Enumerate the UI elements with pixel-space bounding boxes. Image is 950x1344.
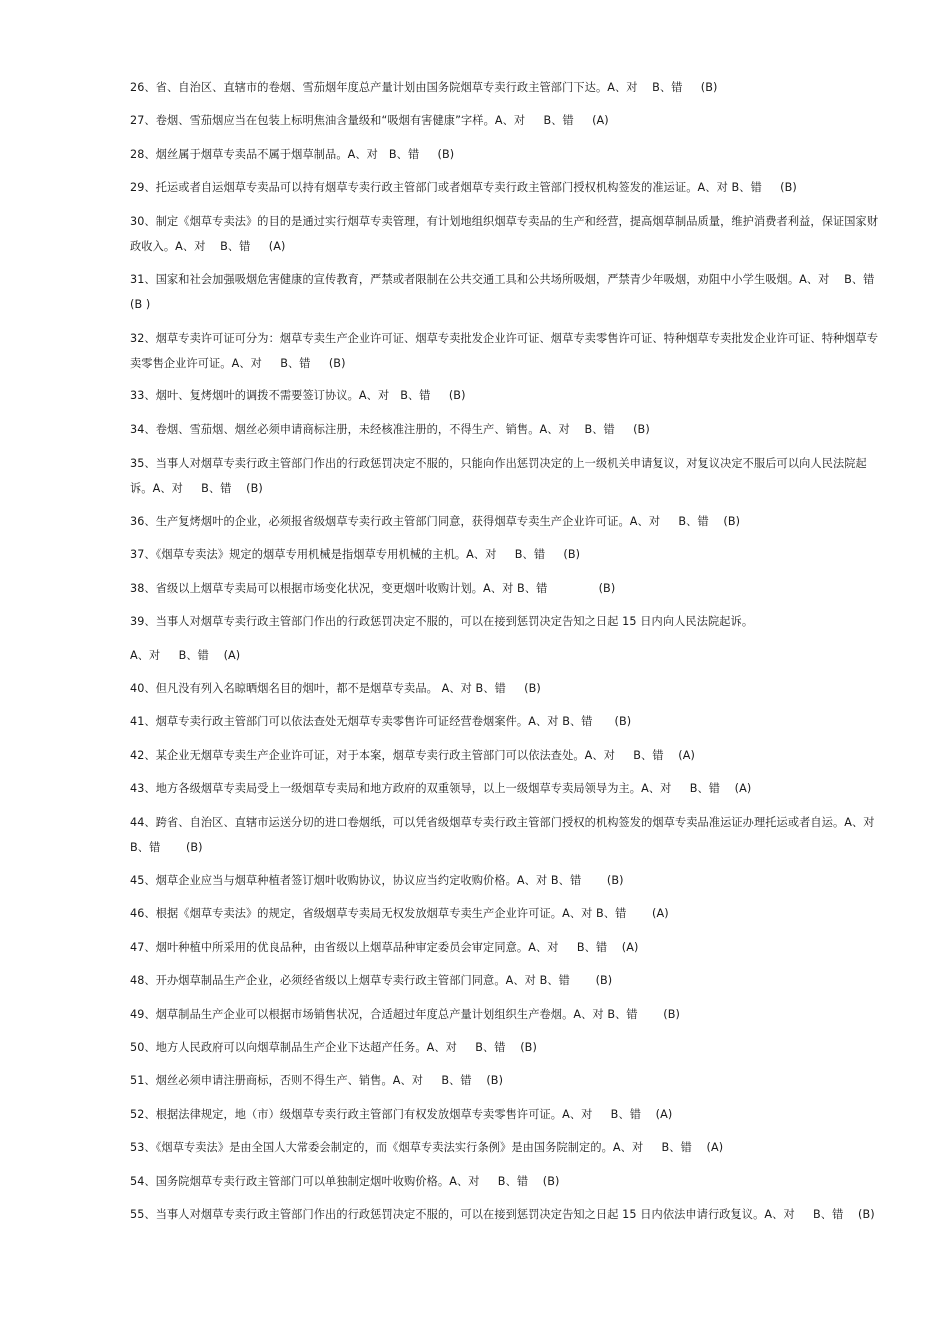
question-29: 29、托运或者自运烟草专卖品可以持有烟草专卖行政主管部门或者烟草专卖行政主管部门授权机构签发的准运证。A、对 B、错 (B) bbox=[130, 181, 797, 194]
question-30: 30、制定《烟草专卖法》的目的是通过实行烟草专卖管理，有计划地组织烟草专卖品的生产和经营，提高烟草制品质量，维护消费者利益，保证国家财政收入。A、对 B、错 (A) bbox=[130, 215, 879, 253]
question-34: 34、卷烟、雪茄烟、烟丝必须申请商标注册，未经核准注册的，不得生产、销售。A、对 B、错 (B) bbox=[130, 423, 650, 436]
question-27: 27、卷烟、雪茄烟应当在包装上标明焦油含量级和“吸烟有害健康”字样。A、对 B、错 (A) bbox=[130, 114, 609, 127]
question-39: 39、当事人对烟草专卖行政主管部门作出的行政惩罚决定不服的，可以在接到惩罚决定告知之日起 15 日内向人民法院起诉。 bbox=[130, 615, 754, 628]
question-41: 41、烟草专卖行政主管部门可以依法查处无烟草专卖零售许可证经营卷烟案件。A、对 B、错 (B) bbox=[130, 715, 632, 728]
question-52: 52、根据法律规定，地（市）级烟草专卖行政主管部门有权发放烟草专卖零售许可证。A、对 B、错 (A) bbox=[130, 1108, 673, 1121]
question-42: 42、某企业无烟草专卖生产企业许可证，对于本案，烟草专卖行政主管部门可以依法查处。A、对 B、错 (A) bbox=[130, 749, 695, 762]
question-55: 55、当事人对烟草专卖行政主管部门作出的行政惩罚决定不服的，可以在接到惩罚决定告知之日起 15 日内依法申请行政复议。A、对 B、错 (B) bbox=[130, 1208, 875, 1221]
question-43: 43、地方各级烟草专卖局受上一级烟草专卖局和地方政府的双重领导，以上一级烟草专卖局领导为主。A、对 B、错 (A) bbox=[130, 782, 752, 795]
question-37: 37、《烟草专卖法》规定的烟草专用机械是指烟草专用机械的主机。A、对 B、错 (B) bbox=[130, 548, 581, 561]
question-32: 32、烟草专卖许可证可分为：烟草专卖生产企业许可证、烟草专卖批发企业许可证、烟草专卖零售许可证、特种烟草专卖批发企业许可证、特种烟草专卖零售企业许可证。A、对 B、错 (B) bbox=[130, 332, 879, 370]
question-31: 31、国家和社会加强吸烟危害健康的宣传教育，严禁或者限制在公共交通工具和公共场所吸烟，严禁青少年吸烟，劝阻中小学生吸烟。A、对 B、错 (B ) bbox=[130, 273, 893, 311]
question-35: 35、当事人对烟草专卖行政主管部门作出的行政惩罚决定不服的，只能向作出惩罚决定的上一级机关申请复议，对复议决定不服后可以向人民法院起诉。A、对 B、错 (B) bbox=[130, 457, 867, 495]
question-33: 33、烟叶、复烤烟叶的调拨不需要签订协议。A、对 B、错 (B) bbox=[130, 389, 466, 402]
question-39-answer: A、对 B、错 (A) bbox=[130, 649, 241, 662]
question-47: 47、烟叶种植中所采用的优良品种，由省级以上烟草品种审定委员会审定同意。A、对 B、错 (A) bbox=[130, 941, 639, 954]
question-54: 54、国务院烟草专卖行政主管部门可以单独制定烟叶收购价格。A、对 B、错 (B) bbox=[130, 1175, 560, 1188]
question-50: 50、地方人民政府可以向烟草制品生产企业下达超产任务。A、对 B、错 (B) bbox=[130, 1041, 537, 1054]
question-36: 36、生产复烤烟叶的企业，必须报省级烟草专卖行政主管部门同意，获得烟草专卖生产企业许可证。A、对 B、错 (B) bbox=[130, 515, 741, 528]
question-49: 49、烟草制品生产企业可以根据市场销售状况，合适超过年度总产量计划组织生产卷烟。A、对 B、错 (B) bbox=[130, 1008, 680, 1021]
question-44: 44、跨省、自治区、直辖市运送分切的进口卷烟纸，可以凭省级烟草专卖行政主管部门授权的机构签发的烟草专卖品准运证办理托运或者自运。A、对 B、错 (B) bbox=[130, 816, 879, 854]
question-51: 51、烟丝必须申请注册商标，否则不得生产、销售。A、对 B、错 (B) bbox=[130, 1074, 504, 1087]
question-40: 40、但凡没有列入名晾晒烟名目的烟叶，都不是烟草专卖品。 A、对 B、错 (B) bbox=[130, 682, 541, 695]
question-26: 26、省、自治区、直辖市的卷烟、雪茄烟年度总产量计划由国务院烟草专卖行政主管部门下达。A、对 B、错 (B) bbox=[130, 81, 718, 94]
question-48: 48、开办烟草制品生产企业，必须经省级以上烟草专卖行政主管部门同意。A、对 B、错 (B) bbox=[130, 974, 613, 987]
question-53: 53、《烟草专卖法》是由全国人大常委会制定的，而《烟草专卖法实行条例》是由国务院制定的。A、对 B、错 (A) bbox=[130, 1141, 724, 1154]
question-46: 46、根据《烟草专卖法》的规定，省级烟草专卖局无权发放烟草专卖生产企业许可证。A、对 B、错 (A) bbox=[130, 907, 669, 920]
question-38: 38、省级以上烟草专卖局可以根据市场变化状况，变更烟叶收购计划。A、对 B、错 (B) bbox=[130, 582, 616, 595]
question-45: 45、烟草企业应当与烟草种植者签订烟叶收购协议，协议应当约定收购价格。A、对 B、错 (B) bbox=[130, 874, 624, 887]
question-28: 28、烟丝属于烟草专卖品不属于烟草制品。A、对 B、错 (B) bbox=[130, 148, 455, 161]
